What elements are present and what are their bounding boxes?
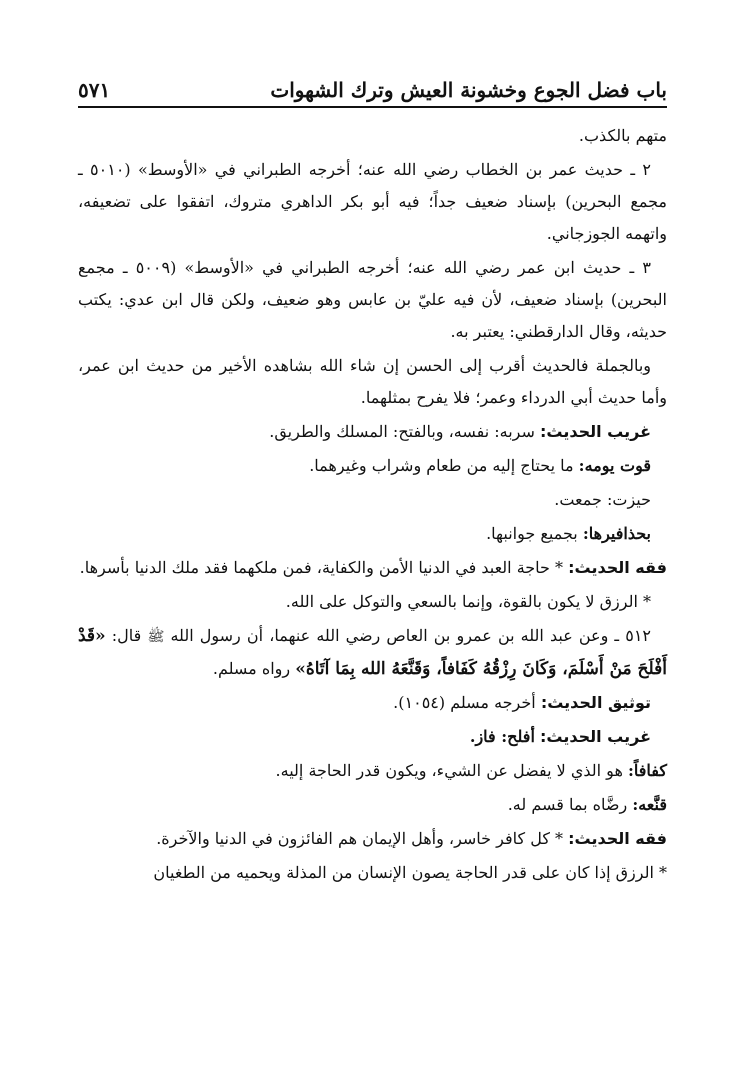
fiqh-text: * كل كافر خاسر، وأهل الإيمان هم الفائزون في الدنيا والآخرة. [156,829,564,848]
gloss-text: أفلح: فاز. [469,727,535,746]
fiqh-point [78,586,667,618]
salawat-symbol: ﷺ [147,629,165,645]
paragraph-umar-hadith [78,154,667,250]
fiqh-text: * حاجة العبد في الدنيا الأمن والكفاية، فمن ملكهما فقد ملك الدنيا بأسرها. [79,558,564,577]
fiqh-entry [78,552,667,584]
fiqh-heading: فقه الحديث: [568,829,667,848]
gloss-heading: غريب الحديث: [539,422,651,441]
running-header [78,66,667,108]
takhrij-entry [78,687,667,719]
gloss-entry [78,484,667,516]
hadith-said: قال: [105,626,148,645]
page-number: ٥٧١ [78,78,111,102]
gloss-term: قوت يومه: [578,456,651,475]
fiqh-entry [78,823,667,855]
fiqh-text: * الرزق لا يكون بالقوة، وإنما بالسعي والتوكل على الله. [285,592,651,611]
gloss-entry [78,789,667,821]
paragraph-text: متهم بالكذب. [578,126,667,145]
gloss-entry [78,518,667,550]
hadith-source: رواه مسلم. [212,659,296,678]
gloss-text: جمعت. [554,490,602,509]
fiqh-heading: فقه الحديث: [568,558,667,577]
gloss-entry [78,721,667,753]
page-body [78,120,667,891]
gloss-term: كفافاً: [627,761,667,780]
paragraph-text: وبالجملة فالحديث أقرب إلى الحسن إن شاء الله بشاهده الأخير من حديث ابن عمر، وأما حديث أبي الدرداء وعمر؛ فلا يفرح بمثلهما. [78,356,667,407]
paragraph-summary [78,350,667,414]
paragraph-text: ٢ ـ حديث عمر بن الخطاب رضي الله عنه؛ أخرجه الطبراني في «الأوسط» (٥٠١٠ ـ مجمع البحرين) بإسناد ضعيف جداً؛ فيه أبو بكر الداهري متروك، اتفقوا على تضعيفه، واتهمه الجوزجاني. [78,160,667,243]
gloss-text: سربه: نفسه، وبالفتح: المسلك والطريق. [269,422,535,441]
chapter-title: باب فضل الجوع وخشونة العيش وترك الشهوات [270,78,667,102]
gloss-term: حيزت: [607,490,651,509]
gloss-text: بجميع جوانبها. [486,524,578,543]
paragraph-continuation [78,120,667,152]
takhrij-text: أخرجه مسلم (١٠٥٤). [393,693,536,712]
fiqh-point [78,857,667,889]
hadith-intro: ٥١٢ ـ وعن عبد الله بن عمرو بن العاص رضي الله عنهما، أن رسول الله [164,626,651,645]
takhrij-heading: توثيق الحديث: [540,693,651,712]
hadith-text: «قَدْ أَفْلَحَ مَنْ أَسْلَمَ، وَكَانَ رِزْقُهُ كَفَافاً، وَقَنَّعَهُ الله بِمَا آتَاهُ» [78,626,667,679]
gloss-text: ما يحتاج إليه من طعام وشراب وغيرهما. [309,456,574,475]
gloss-entry [78,416,667,448]
paragraph-ibn-umar-hadith [78,252,667,348]
gloss-heading: غريب الحديث: [539,727,651,746]
hadith-512 [78,620,667,685]
gloss-entry [78,450,667,482]
gloss-term: بحذافيرها: [582,524,651,543]
gloss-term: قنَّعه: [632,795,667,814]
paragraph-text: ٣ ـ حديث ابن عمر رضي الله عنه؛ أخرجه الطبراني في «الأوسط» (٥٠٠٩ ـ مجمع البحرين) بإسناد ضعيف، لأن فيه عليّ بن عابس وهو ضعيف، ولكن قال ابن عدي: يكتب حديثه، وقال الدارقطني: يعتبر به. [78,258,667,341]
gloss-text: رضَّاه بما قسم له. [507,795,628,814]
gloss-text: هو الذي لا يفضل عن الشيء، ويكون قدر الحاجة إليه. [275,761,623,780]
fiqh-text: * الرزق إذا كان على قدر الحاجة يصون الإنسان من المذلة ويحميه من الطغيان [153,863,667,882]
gloss-entry [78,755,667,787]
